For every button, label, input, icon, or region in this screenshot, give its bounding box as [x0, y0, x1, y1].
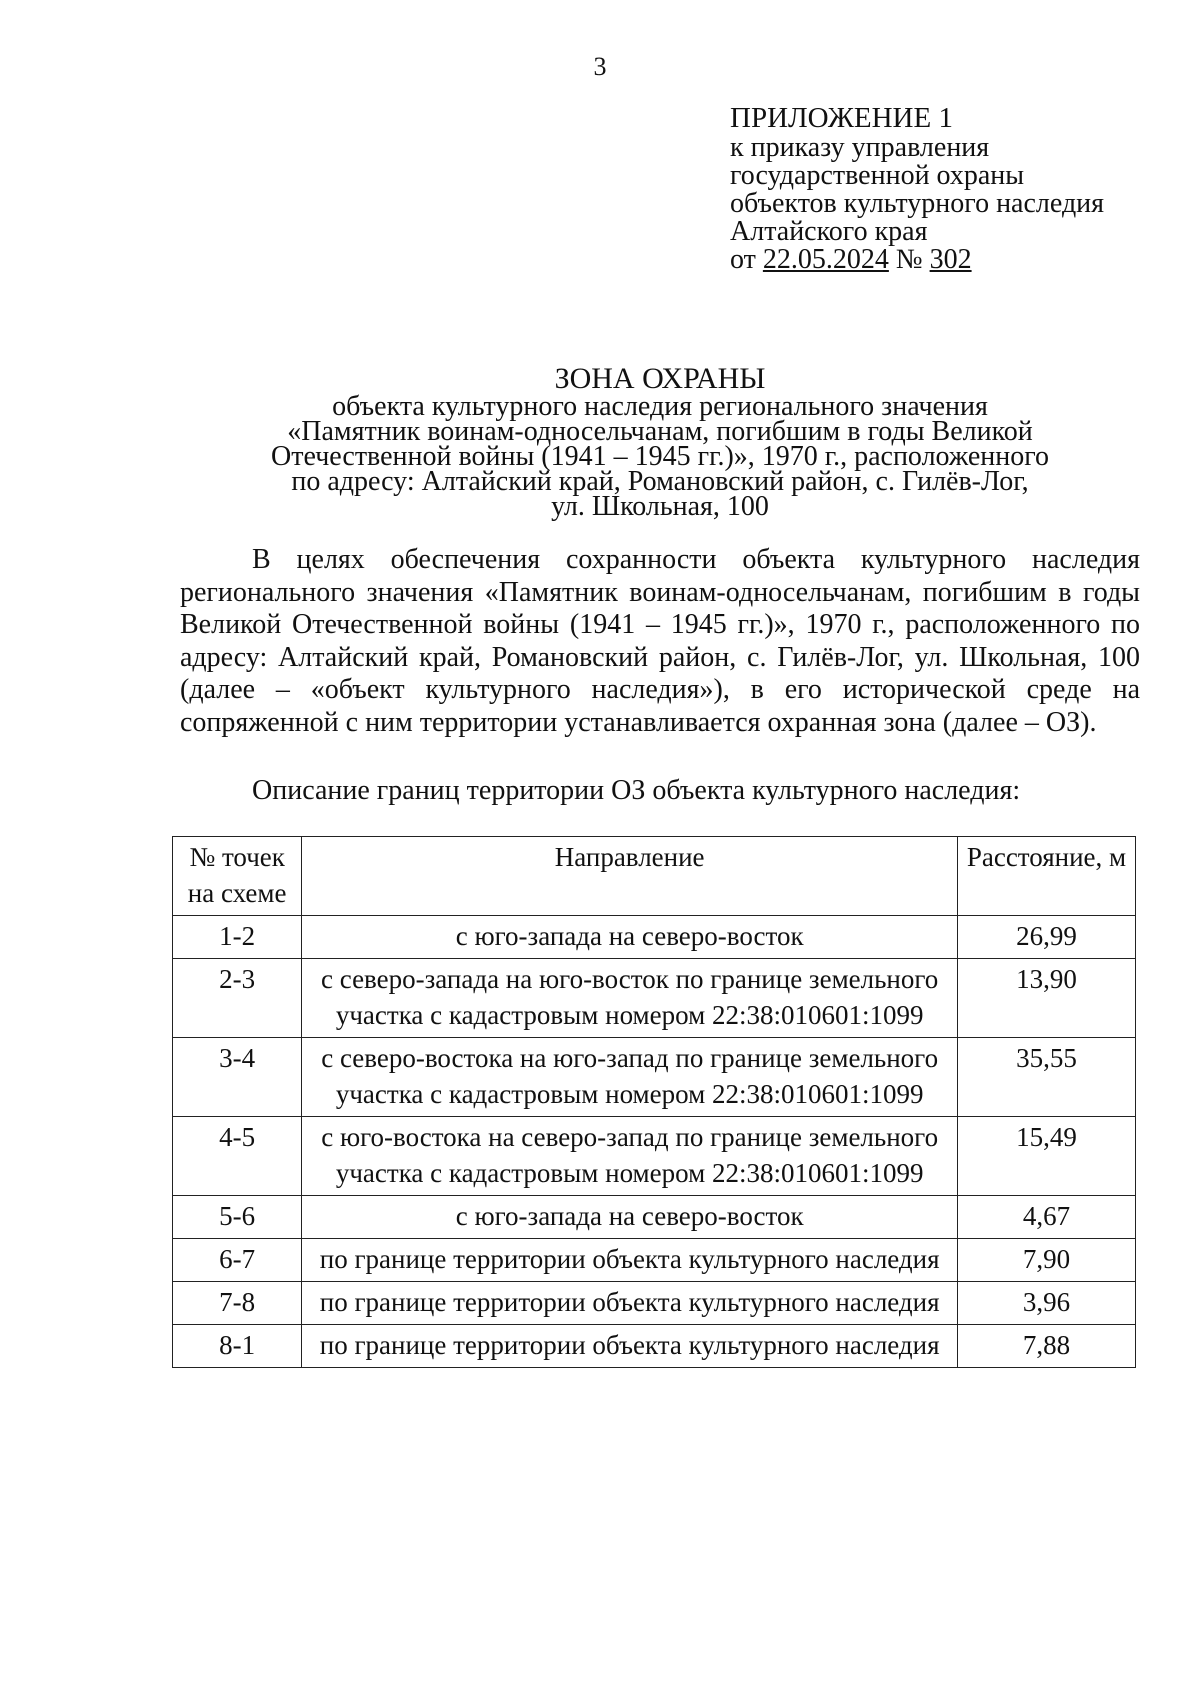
appendix-line: государственной охраны [730, 160, 1025, 191]
cell-points: 2-3 [173, 959, 302, 1038]
cell-direction: по границе территории объекта культурного наследия [302, 1325, 958, 1368]
boundary-table [172, 836, 1136, 1368]
zone-subtitle-line: «Памятник воинам-односельчанам, погибшим в годы Великой [287, 416, 1033, 447]
cell-points: 3-4 [173, 1038, 302, 1117]
intro-paragraph: В целях обеспечения сохранности объекта культурного наследия регионального значения «Памятник воинам-односельчанам, погибшим в годы Великой Отечественной войны (1941 – 1945 гг.)», 1970 г., расположенного по адресу: Алтайский край, Романовский район, с. Гилёв-Лог, ул. Школьная, 100 (далее – «объект культурного наследия»), в его исторической среде на сопряженной с ним территории устанавливается охранная зона (далее – ОЗ). [180, 544, 1140, 738]
appendix-title: ПРИЛОЖЕНИЕ 1 [730, 102, 953, 134]
table-row [173, 1117, 1136, 1196]
cell-distance: 15,49 [958, 1117, 1136, 1196]
zone-subtitle-line: объекта культурного наследия регионального значения [332, 391, 988, 422]
cell-points: 7-8 [173, 1282, 302, 1325]
zone-subtitle-line: по адресу: Алтайский край, Романовский район, с. Гилёв-Лог, [291, 466, 1029, 497]
cell-direction: с юго-запада на северо-восток [302, 916, 958, 959]
cell-points: 6-7 [173, 1239, 302, 1282]
cell-direction: с северо-востока на юго-запад по границе земельного участка с кадастровым номером 22:38:010601:1099 [302, 1038, 958, 1117]
table-row [173, 1325, 1136, 1368]
appendix-date-line [730, 246, 1104, 274]
zone-heading [160, 362, 1160, 522]
appendix-header [730, 104, 1104, 274]
appendix-line: к приказу управления [730, 132, 990, 163]
zone-subtitle-line: ул. Школьная, 100 [551, 491, 769, 522]
cell-distance: 7,90 [958, 1239, 1136, 1282]
cell-points: 4-5 [173, 1117, 302, 1196]
appendix-line: объектов культурного наследия [730, 188, 1105, 219]
cell-distance: 35,55 [958, 1038, 1136, 1117]
table-row [173, 1239, 1136, 1282]
appendix-line: Алтайского края [730, 216, 928, 247]
cell-distance: 26,99 [958, 916, 1136, 959]
table-row [173, 1038, 1136, 1117]
cell-distance: 13,90 [958, 959, 1136, 1038]
zone-title: ЗОНА ОХРАНЫ [554, 362, 766, 395]
header-distance: Расстояние, м [958, 837, 1136, 916]
table-row [173, 1282, 1136, 1325]
zone-subtitle-line: Отечественной войны (1941 – 1945 гг.)», 1970 г., расположенного [271, 441, 1049, 472]
cell-points: 1-2 [173, 916, 302, 959]
cell-direction: с северо-запада на юго-восток по границе земельного участка с кадастровым номером 22:38:010601:1099 [302, 959, 958, 1038]
cell-points: 5-6 [173, 1196, 302, 1239]
cell-points: 8-1 [173, 1325, 302, 1368]
order-number: 302 [929, 244, 972, 275]
table-row [173, 916, 1136, 959]
cell-distance: 7,88 [958, 1325, 1136, 1368]
table-row [173, 1196, 1136, 1239]
page-number: 3 [593, 52, 607, 81]
table-header-row [173, 837, 1136, 916]
cell-direction: с юго-запада на северо-восток [302, 1196, 958, 1239]
order-date: 22.05.2024 [762, 244, 889, 275]
cell-direction: по границе территории объекта культурного наследия [302, 1239, 958, 1282]
cell-direction: по границе территории объекта культурного наследия [302, 1282, 958, 1325]
header-direction: Направление [302, 837, 958, 916]
cell-direction: с юго-востока на северо-запад по границе земельного участка с кадастровым номером 22:38:010601:1099 [302, 1117, 958, 1196]
table-caption: Описание границ территории ОЗ объекта культурного наследия: [252, 775, 1021, 806]
header-points: № точек на схеме [173, 837, 302, 916]
date-prefix: от [730, 244, 756, 275]
number-prefix: № [895, 244, 923, 275]
cell-distance: 4,67 [958, 1196, 1136, 1239]
cell-distance: 3,96 [958, 1282, 1136, 1325]
table-row [173, 959, 1136, 1038]
